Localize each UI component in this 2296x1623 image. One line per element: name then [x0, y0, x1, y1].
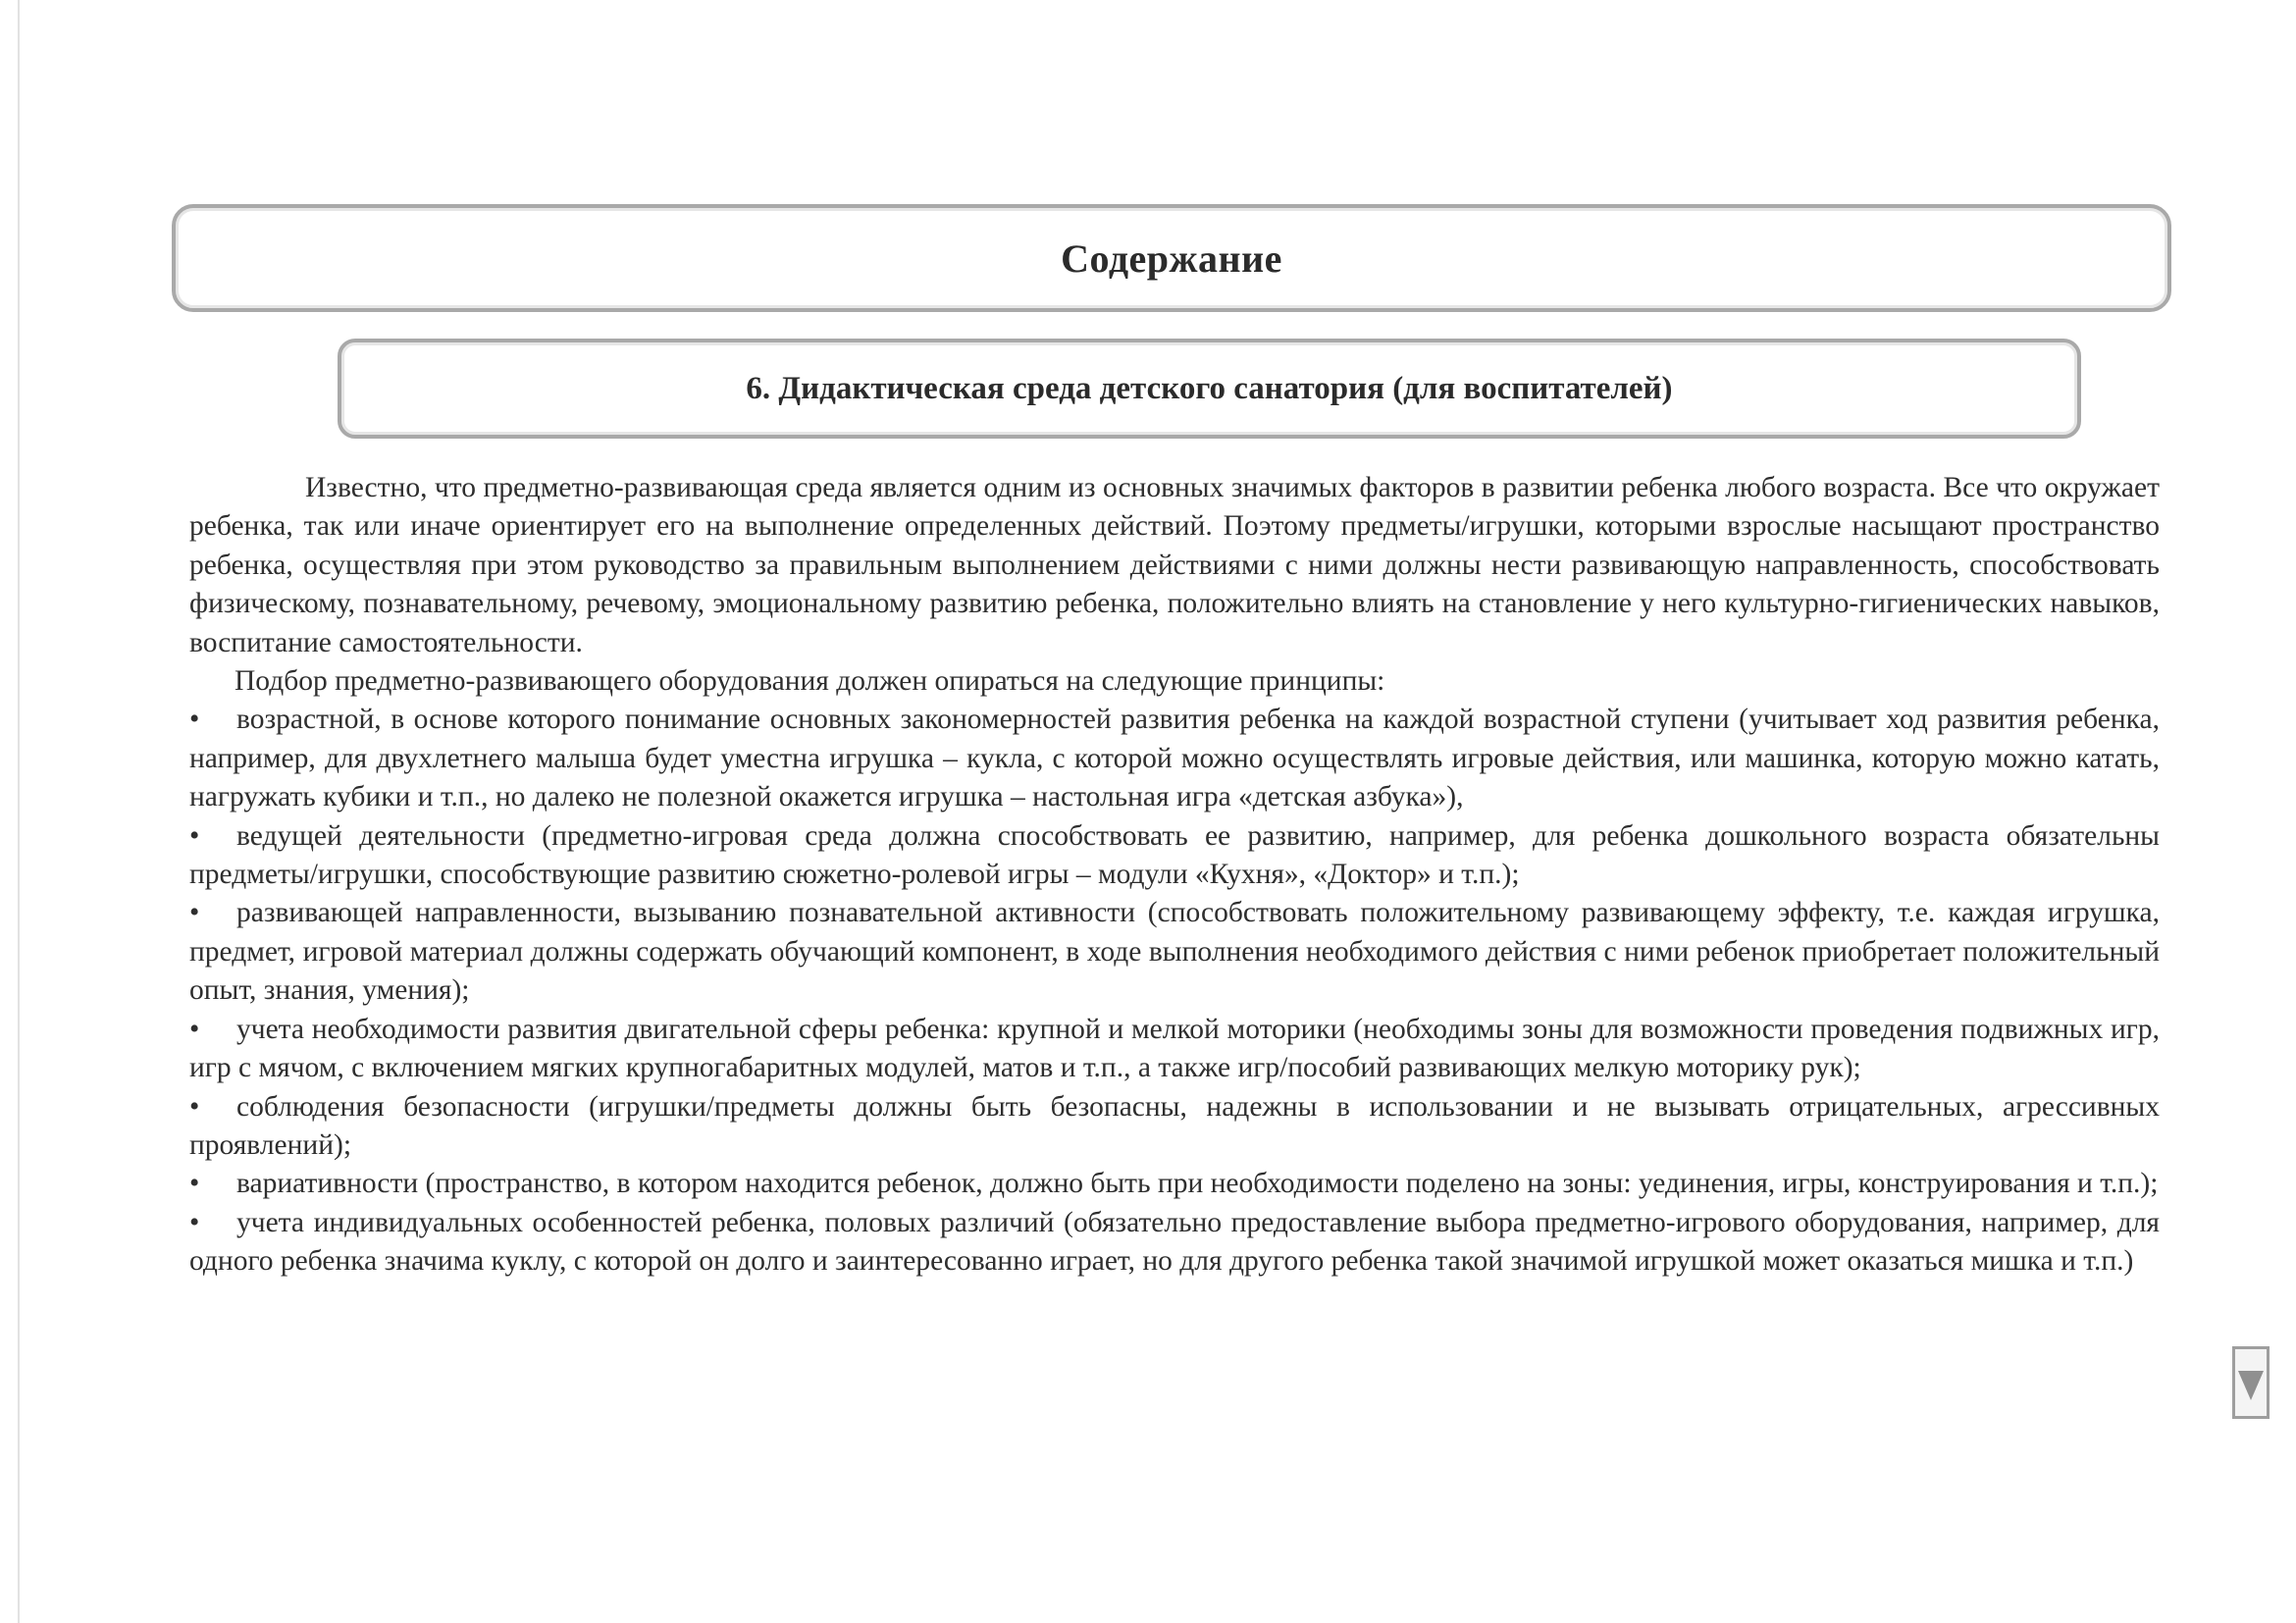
- triangle-down-icon: [2238, 1371, 2264, 1400]
- bullet-icon: •: [189, 704, 200, 736]
- principle-text: развивающей направленности, вызыванию познавательной активности (способствовать положительному развивающему эффекту, т.е. каждая игрушка, предмет, игровой материал должны содержать обучающий компонент, в ходе выполнения необходимого действия с ними ребенок приобретает положительный опыт, знания, умения);: [189, 897, 2160, 1007]
- document-body: [189, 469, 2160, 1282]
- bullet-icon: •: [189, 1168, 200, 1200]
- principle-text: вариативности (пространство, в котором находится ребенок, должно быть при необходимости поделено на зоны: уединения, игры, конструирования и т.п.);: [236, 1168, 2159, 1200]
- contents-title: Содержание: [1061, 236, 1282, 281]
- contents-header: [172, 204, 2171, 312]
- principle-item: [189, 1204, 2160, 1282]
- principle-item: [189, 1011, 2160, 1088]
- principles-intro: Подбор предметно-развивающего оборудования должен опираться на следующие принципы:: [235, 665, 1385, 698]
- principle-item: [189, 1165, 2160, 1203]
- bullet-icon: •: [189, 1206, 200, 1238]
- section-title: 6. Дидактическая среда детского санатория (для воспитателей): [746, 370, 1673, 406]
- principle-item: [189, 701, 2160, 816]
- next-page-button[interactable]: [2232, 1346, 2270, 1419]
- bullet-icon: •: [189, 1013, 200, 1045]
- bullet-icon: •: [189, 897, 200, 929]
- principle-text: возрастной, в основе которого понимание основных закономерностей развития ребенка на каждой возрастной ступени (учитывает ход развития ребенка, например, для двухлетнего малыша будет уместна игрушка – кукла, с которой можно осуществлять игровые действия, или машинка, которую можно катать, нагружать кубики и т.п., но далеко не полезной окажется игрушка – настольная игра «детская азбука»),: [189, 704, 2160, 813]
- principle-item: [189, 817, 2160, 895]
- principle-text: соблюдения безопасности (игрушки/предметы должны быть безопасны, надежны в использовании и не вызывать отрицательных, агрессивных проявлений);: [189, 1090, 2160, 1161]
- principle-text: учета необходимости развития двигательной сферы ребенка: крупной и мелкой моторики (необходимы зоны для возможности проведения подвижных игр, игр с мячом, с включением мягких крупногабаритных модулей, матов и т.п., а также игр/пособий развивающих мелкую моторику рук);: [189, 1013, 2160, 1084]
- principle-item: [189, 1088, 2160, 1166]
- bullet-icon: •: [189, 819, 200, 852]
- principle-text: ведущей деятельности (предметно-игровая среда должна способствовать ее развитию, например, для ребенка дошкольного возраста обязательны предметы/игрушки, способствующие развитию сюжетно-ролевой игры – модули «Кухня», «Доктор» и т.п.);: [189, 819, 2160, 891]
- bullet-icon: •: [189, 1090, 200, 1123]
- principle-item: [189, 894, 2160, 1010]
- section-header: [338, 339, 2081, 439]
- principle-text: учета индивидуальных особенностей ребенка, половых различий (обязательно предоставление выбора предметно-игрового оборудования, например, для одного ребенка значима куклу, с которой он долго и заинтересованно играет, но для другого ребенка такой значимой игрушкой может оказаться мишка и т.п.): [189, 1206, 2160, 1278]
- intro-paragraph: Известно, что предметно-развивающая среда является одним из основных значимых факторов в развитии ребенка любого возраста. Все что окружает ребенка, так или иначе ориентирует его на выполнение определенных действий. Поэтому предметы/игрушки, которыми взрослые насыщают пространство ребенка, осуществляя при этом руководство за правильным выполнением действиями с ними должны нести развивающую направленность, способствовать физическому, познавательному, речевому, эмоциональному развитию ребенка, положительно влиять на становление у него культурно-гигиенических навыков, воспитание самостоятельности.: [189, 472, 2160, 658]
- page-edge-line: [18, 0, 20, 1623]
